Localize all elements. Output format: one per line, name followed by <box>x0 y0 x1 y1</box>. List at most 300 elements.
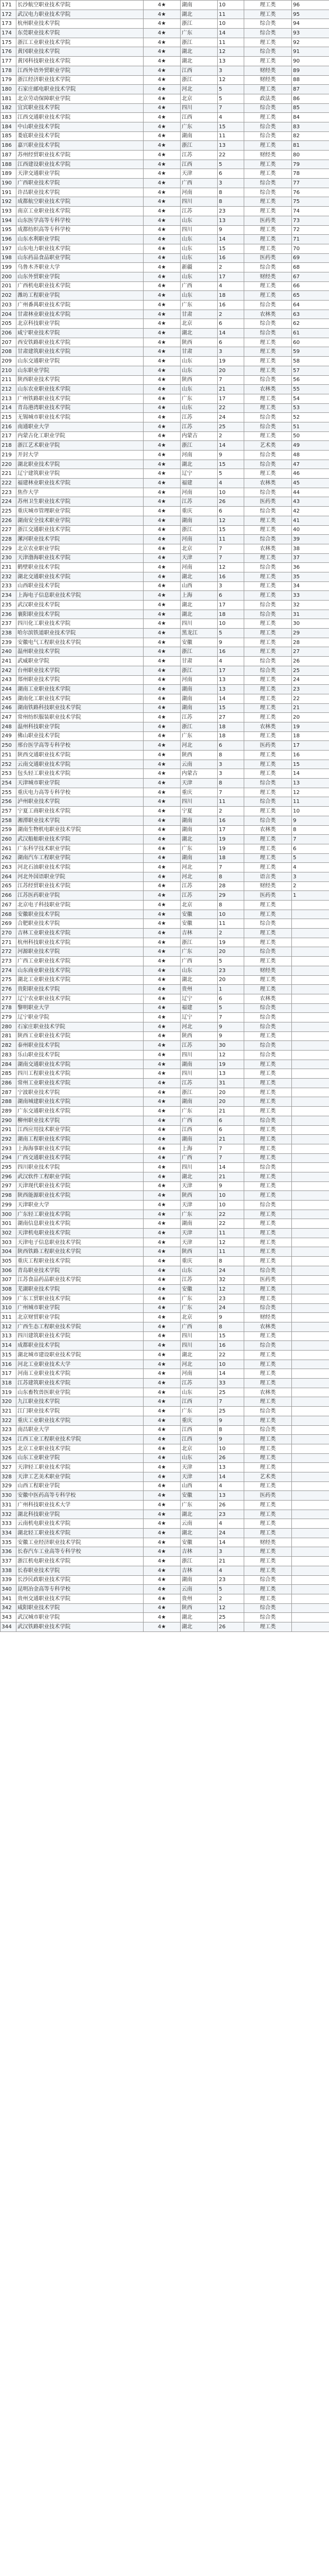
province-rank-cell: 12 <box>218 1603 244 1613</box>
rank-cell: 262 <box>1 853 16 863</box>
province-rank-cell: 23 <box>218 1575 244 1585</box>
province-cell: 山东 <box>181 1453 218 1463</box>
province-cell: 广东 <box>181 947 218 957</box>
province-rank-cell: 11 <box>218 535 244 544</box>
score-cell: 78 <box>292 169 329 179</box>
star-rating-cell: 4★ <box>144 394 181 403</box>
table-row <box>1 891 329 901</box>
province-cell: 广东 <box>181 1294 218 1303</box>
table-row <box>1 1444 329 1453</box>
school-type-cell: 综合类 <box>244 422 292 431</box>
score-cell <box>292 1022 329 1031</box>
table-row <box>1 1575 329 1585</box>
rank-cell: 199 <box>1 263 16 272</box>
star-rating-cell: 4★ <box>144 1069 181 1079</box>
score-cell: 36 <box>292 563 329 572</box>
star-rating-cell: 4★ <box>144 881 181 891</box>
table-row <box>1 451 329 460</box>
school-type-cell: 理工类 <box>244 1079 292 1088</box>
province-cell: 内蒙古 <box>181 431 218 441</box>
score-cell: 93 <box>292 29 329 38</box>
table-row <box>1 1125 329 1135</box>
rank-cell: 179 <box>1 75 16 85</box>
province-rank-cell: 14 <box>218 441 244 451</box>
province-rank-cell: 18 <box>218 853 244 863</box>
province-rank-cell: 21 <box>218 1135 244 1144</box>
school-type-cell: 综合类 <box>244 1051 292 1060</box>
rank-cell: 180 <box>1 85 16 94</box>
table-row <box>1 629 329 638</box>
star-rating-cell: 4★ <box>144 94 181 103</box>
province-cell: 江苏 <box>181 207 218 216</box>
rank-cell: 188 <box>1 160 16 169</box>
school-name-cell: 广东轻工职业技术学院 <box>16 1210 144 1219</box>
score-cell: 20 <box>292 713 329 722</box>
star-rating-cell: 4★ <box>144 385 181 394</box>
school-type-cell: 医药类 <box>244 253 292 263</box>
school-name-cell: 长春职业技术学院 <box>16 1566 144 1575</box>
rank-cell: 305 <box>1 1257 16 1266</box>
star-rating-cell: 4★ <box>144 1491 181 1501</box>
province-cell: 广东 <box>181 1303 218 1313</box>
school-name-cell: 陕西交通职业技术学院 <box>16 751 144 760</box>
province-rank-cell: 15 <box>218 460 244 469</box>
table-row <box>1 1022 329 1031</box>
table-row <box>1 825 329 835</box>
school-name-cell: 江苏食品药品职业技术学院 <box>16 1275 144 1285</box>
province-rank-cell: 9 <box>218 225 244 235</box>
school-name-cell: 许昌职业技术学院 <box>16 188 144 197</box>
score-cell: 62 <box>292 319 329 329</box>
school-name-cell: 浙江经济职业技术学院 <box>16 75 144 85</box>
school-type-cell: 理工类 <box>244 975 292 985</box>
province-rank-cell: 8 <box>218 751 244 760</box>
score-cell <box>292 1519 329 1529</box>
school-name-cell: 湖南化工职业技术学院 <box>16 694 144 703</box>
province-rank-cell: 9 <box>218 451 244 460</box>
rank-cell: 181 <box>1 94 16 103</box>
score-cell: 34 <box>292 581 329 591</box>
rank-cell: 227 <box>1 525 16 535</box>
table-row <box>1 1341 329 1351</box>
star-rating-cell: 4★ <box>144 1510 181 1519</box>
score-cell: 8 <box>292 825 329 835</box>
province-cell: 云南 <box>181 760 218 769</box>
star-rating-cell: 4★ <box>144 19 181 29</box>
table-row <box>1 666 329 675</box>
school-name-cell: 广州城市职业学院 <box>16 1303 144 1313</box>
star-rating-cell: 4★ <box>144 675 181 685</box>
school-name-cell: 河北石油职业技术学院 <box>16 863 144 872</box>
table-row <box>1 1 329 10</box>
school-type-cell: 农林类 <box>244 994 292 1003</box>
rank-cell: 259 <box>1 825 16 835</box>
score-cell <box>292 1510 329 1519</box>
school-type-cell: 理工类 <box>244 1229 292 1238</box>
province-rank-cell: 26 <box>218 1501 244 1510</box>
school-name-cell: 四川建筑职业技术学院 <box>16 1331 144 1341</box>
score-cell: 31 <box>292 610 329 619</box>
province-rank-cell: 5 <box>218 1003 244 1013</box>
score-cell: 72 <box>292 225 329 235</box>
star-rating-cell: 4★ <box>144 1622 181 1631</box>
rank-cell: 233 <box>1 581 16 591</box>
star-rating-cell: 4★ <box>144 197 181 207</box>
star-rating-cell: 4★ <box>144 1425 181 1435</box>
province-rank-cell: 14 <box>218 1472 244 1481</box>
table-row <box>1 657 329 666</box>
province-cell: 广东 <box>181 1107 218 1116</box>
province-cell: 黑龙江 <box>181 629 218 638</box>
province-cell: 陕西 <box>181 1031 218 1041</box>
province-cell: 湖南 <box>181 1060 218 1069</box>
school-name-cell: 昆明冶金高等专科学校 <box>16 1585 144 1594</box>
school-name-cell: 山东电力职业技术学院 <box>16 244 144 253</box>
rank-cell: 256 <box>1 797 16 807</box>
school-name-cell: 山东医学高等专科学校 <box>16 216 144 225</box>
score-cell: 6 <box>292 844 329 853</box>
score-cell <box>292 1397 329 1407</box>
rank-cell: 325 <box>1 1444 16 1453</box>
table-row <box>1 1594 329 1603</box>
province-cell: 北京 <box>181 94 218 103</box>
school-name-cell: 重庆城市管理职业学院 <box>16 507 144 516</box>
rank-cell: 317 <box>1 1369 16 1379</box>
school-type-cell: 综合类 <box>244 947 292 957</box>
province-cell: 江苏 <box>181 1275 218 1285</box>
score-cell: 50 <box>292 431 329 441</box>
school-type-cell: 综合类 <box>244 601 292 610</box>
school-type-cell: 财经类 <box>244 272 292 281</box>
school-type-cell: 理工类 <box>244 1566 292 1575</box>
table-row <box>1 844 329 853</box>
school-name-cell: 安徽职业技术学院 <box>16 910 144 919</box>
school-type-cell: 理工类 <box>244 713 292 722</box>
star-rating-cell: 4★ <box>144 797 181 807</box>
star-rating-cell: 4★ <box>144 1294 181 1303</box>
table-row <box>1 947 329 957</box>
province-rank-cell: 3 <box>218 1547 244 1557</box>
table-row <box>1 525 329 535</box>
school-name-cell: 黎明职业大学 <box>16 1003 144 1013</box>
province-cell: 江西 <box>181 1435 218 1444</box>
table-row <box>1 413 329 422</box>
star-rating-cell: 4★ <box>144 619 181 629</box>
province-cell: 湖北 <box>181 57 218 66</box>
table-row <box>1 1144 329 1153</box>
star-rating-cell: 4★ <box>144 1079 181 1088</box>
school-name-cell: 广西职业技术学院 <box>16 179 144 188</box>
rank-cell: 206 <box>1 329 16 338</box>
province-rank-cell: 4 <box>218 479 244 488</box>
school-name-cell: 山东工业职业学院 <box>16 1453 144 1463</box>
province-cell: 天津 <box>181 1472 218 1481</box>
rank-cell: 240 <box>1 647 16 657</box>
school-name-cell: 河北外国语职业学院 <box>16 872 144 881</box>
province-rank-cell: 8 <box>218 197 244 207</box>
school-name-cell: 湖北工业职业技术学院 <box>16 975 144 985</box>
rank-cell: 193 <box>1 207 16 216</box>
score-cell <box>292 1144 329 1153</box>
province-rank-cell: 6 <box>218 741 244 751</box>
province-rank-cell: 24 <box>218 1303 244 1313</box>
score-cell: 40 <box>292 525 329 535</box>
rank-cell: 173 <box>1 19 16 29</box>
table-row <box>1 1538 329 1547</box>
rank-cell: 251 <box>1 751 16 760</box>
school-name-cell: 天津渤海职业技术学院 <box>16 553 144 563</box>
score-cell: 48 <box>292 451 329 460</box>
school-name-cell: 广西工业职业技术学院 <box>16 957 144 966</box>
table-row <box>1 225 329 235</box>
rank-cell: 200 <box>1 272 16 281</box>
score-cell: 42 <box>292 507 329 516</box>
rank-cell: 307 <box>1 1275 16 1285</box>
school-type-cell: 综合类 <box>244 375 292 385</box>
score-cell <box>292 1388 329 1397</box>
star-rating-cell: 4★ <box>144 291 181 301</box>
score-cell <box>292 1444 329 1453</box>
table-row <box>1 301 329 310</box>
star-rating-cell: 4★ <box>144 1416 181 1425</box>
province-rank-cell: 16 <box>218 301 244 310</box>
province-rank-cell: 13 <box>218 141 244 151</box>
province-cell: 吉林 <box>181 1547 218 1557</box>
school-type-cell: 理工类 <box>244 1238 292 1247</box>
province-cell: 湖北 <box>181 572 218 581</box>
rank-cell: 330 <box>1 1491 16 1501</box>
star-rating-cell: 4★ <box>144 469 181 479</box>
school-type-cell: 综合类 <box>244 816 292 825</box>
rank-cell: 234 <box>1 591 16 601</box>
province-rank-cell: 12 <box>218 1285 244 1294</box>
province-cell: 山东 <box>181 966 218 975</box>
star-rating-cell: 4★ <box>144 460 181 469</box>
school-type-cell: 理工类 <box>244 1557 292 1566</box>
rank-cell: 316 <box>1 1360 16 1369</box>
table-row <box>1 1388 329 1397</box>
star-rating-cell: 4★ <box>144 1051 181 1060</box>
province-rank-cell: 6 <box>218 507 244 516</box>
rank-cell: 204 <box>1 310 16 319</box>
score-cell <box>292 1041 329 1051</box>
school-name-cell: 黄冈职业技术学院 <box>16 47 144 57</box>
school-name-cell: 福建林业职业技术学院 <box>16 479 144 488</box>
score-cell <box>292 1201 329 1210</box>
school-type-cell: 理工类 <box>244 1463 292 1472</box>
school-name-cell: 浙江艺术职业学院 <box>16 441 144 451</box>
rank-cell: 272 <box>1 947 16 957</box>
school-type-cell: 财经类 <box>244 75 292 85</box>
school-name-cell: 潍坊工程职业学院 <box>16 291 144 301</box>
star-rating-cell: 4★ <box>144 760 181 769</box>
rank-cell: 315 <box>1 1351 16 1360</box>
score-cell <box>292 1069 329 1079</box>
province-cell: 云南 <box>181 1585 218 1594</box>
school-name-cell: 湖南铁路科技职业技术学院 <box>16 703 144 713</box>
rank-cell: 198 <box>1 253 16 263</box>
score-cell: 15 <box>292 760 329 769</box>
province-cell: 吉林 <box>181 1566 218 1575</box>
province-rank-cell: 9 <box>218 638 244 647</box>
school-type-cell: 理工类 <box>244 581 292 591</box>
province-cell: 重庆 <box>181 507 218 516</box>
rank-cell: 231 <box>1 563 16 572</box>
rank-cell: 290 <box>1 1116 16 1125</box>
province-rank-cell: 9 <box>218 1022 244 1031</box>
score-cell: 39 <box>292 535 329 544</box>
table-row <box>1 469 329 479</box>
star-rating-cell: 4★ <box>144 272 181 281</box>
rank-cell: 344 <box>1 1622 16 1631</box>
province-rank-cell: 14 <box>218 1538 244 1547</box>
score-cell <box>292 1472 329 1481</box>
school-type-cell: 综合类 <box>244 131 292 141</box>
province-rank-cell: 8 <box>218 779 244 788</box>
school-name-cell: 山西工程职业学院 <box>16 1481 144 1491</box>
star-rating-cell: 4★ <box>144 601 181 610</box>
province-cell: 江苏 <box>181 497 218 507</box>
school-type-cell: 综合类 <box>244 1341 292 1351</box>
school-type-cell: 理工类 <box>244 1510 292 1519</box>
rank-cell: 254 <box>1 779 16 788</box>
province-rank-cell: 7 <box>218 1153 244 1163</box>
school-type-cell: 理工类 <box>244 1 292 10</box>
province-cell: 湖南 <box>181 516 218 525</box>
province-cell: 重庆 <box>181 1416 218 1425</box>
rank-cell: 295 <box>1 1163 16 1172</box>
table-row <box>1 638 329 647</box>
table-row <box>1 441 329 451</box>
score-cell <box>292 1566 329 1575</box>
score-cell <box>292 1585 329 1594</box>
rank-cell: 277 <box>1 994 16 1003</box>
score-cell <box>292 1107 329 1116</box>
province-rank-cell: 25 <box>218 1388 244 1397</box>
province-cell: 陕西 <box>181 751 218 760</box>
province-rank-cell: 10 <box>218 1 244 10</box>
province-rank-cell: 2 <box>218 431 244 441</box>
table-row <box>1 1191 329 1201</box>
school-name-cell: 漯河职业技术学院 <box>16 535 144 544</box>
school-name-cell: 泰州职业技术学院 <box>16 1041 144 1051</box>
school-type-cell: 理工类 <box>244 141 292 151</box>
school-name-cell: 湖北轻工职业技术学院 <box>16 1529 144 1538</box>
school-type-cell: 理工类 <box>244 675 292 685</box>
school-name-cell: 常州工业职业技术学院 <box>16 1079 144 1088</box>
province-rank-cell: 3 <box>218 760 244 769</box>
star-rating-cell: 4★ <box>144 375 181 385</box>
school-name-cell: 中山职业技术学院 <box>16 122 144 131</box>
rank-cell: 177 <box>1 57 16 66</box>
rank-cell: 280 <box>1 1022 16 1031</box>
table-row <box>1 957 329 966</box>
province-rank-cell: 8 <box>218 872 244 881</box>
school-name-cell: 辽宁农业职业技术学院 <box>16 994 144 1003</box>
score-cell: 82 <box>292 131 329 141</box>
star-rating-cell: 4★ <box>144 844 181 853</box>
province-rank-cell: 19 <box>218 938 244 947</box>
rank-cell: 222 <box>1 479 16 488</box>
province-cell: 北京 <box>181 1444 218 1453</box>
star-rating-cell: 4★ <box>144 525 181 535</box>
star-rating-cell: 4★ <box>144 319 181 329</box>
star-rating-cell: 4★ <box>144 179 181 188</box>
school-name-cell: 襄阳职业技术学院 <box>16 610 144 619</box>
table-row <box>1 403 329 413</box>
school-name-cell: 湖南交通职业技术学院 <box>16 1060 144 1069</box>
score-cell <box>292 1097 329 1107</box>
rank-cell: 342 <box>1 1603 16 1613</box>
score-cell <box>292 1603 329 1613</box>
school-name-cell: 咸阳职业技术学院 <box>16 1603 144 1613</box>
school-type-cell: 综合类 <box>244 1425 292 1435</box>
province-cell: 广东 <box>181 731 218 741</box>
table-row <box>1 75 329 85</box>
province-cell: 广东 <box>181 122 218 131</box>
score-cell: 87 <box>292 85 329 94</box>
school-type-cell: 综合类 <box>244 1003 292 1013</box>
score-cell <box>292 1435 329 1444</box>
table-row <box>1 1622 329 1631</box>
province-rank-cell: 10 <box>218 910 244 919</box>
school-name-cell: 山东水利职业学院 <box>16 235 144 244</box>
school-type-cell: 综合类 <box>244 1407 292 1416</box>
province-cell: 陕西 <box>181 1191 218 1201</box>
table-row <box>1 1453 329 1463</box>
province-rank-cell: 7 <box>218 1013 244 1022</box>
province-rank-cell: 7 <box>218 375 244 385</box>
star-rating-cell: 4★ <box>144 188 181 197</box>
school-name-cell: 江西交通职业技术学院 <box>16 113 144 122</box>
province-cell: 安徽 <box>181 910 218 919</box>
school-type-cell: 理工类 <box>244 1153 292 1163</box>
province-cell: 北京 <box>181 544 218 553</box>
province-rank-cell: 14 <box>218 29 244 38</box>
province-cell: 河南 <box>181 188 218 197</box>
province-rank-cell: 4 <box>218 1481 244 1491</box>
school-type-cell: 理工类 <box>244 751 292 760</box>
school-name-cell: 吉林工业职业技术学院 <box>16 929 144 938</box>
province-rank-cell: 11 <box>218 919 244 929</box>
table-row <box>1 835 329 844</box>
province-cell: 湖北 <box>181 975 218 985</box>
school-type-cell: 理工类 <box>244 1622 292 1631</box>
province-cell: 湖南 <box>181 131 218 141</box>
table-row <box>1 1613 329 1622</box>
school-type-cell: 综合类 <box>244 1266 292 1275</box>
star-rating-cell: 4★ <box>144 1501 181 1510</box>
province-cell: 浙江 <box>181 75 218 85</box>
score-cell <box>292 947 329 957</box>
province-cell: 天津 <box>181 1229 218 1238</box>
star-rating-cell: 4★ <box>144 244 181 253</box>
score-cell <box>292 1529 329 1538</box>
school-type-cell: 综合类 <box>244 413 292 422</box>
province-rank-cell: 13 <box>218 1463 244 1472</box>
province-cell: 浙江 <box>181 722 218 731</box>
rank-cell: 322 <box>1 1416 16 1425</box>
school-name-cell: 北京财贸职业学院 <box>16 1313 144 1322</box>
table-row <box>1 1547 329 1557</box>
province-rank-cell: 21 <box>218 1557 244 1566</box>
school-name-cell: 焦作大学 <box>16 488 144 497</box>
school-name-cell: 安徽电气工程职业技术学院 <box>16 638 144 647</box>
rank-cell: 275 <box>1 975 16 985</box>
score-cell: 89 <box>292 66 329 75</box>
province-cell: 湖北 <box>181 610 218 619</box>
rank-cell: 327 <box>1 1463 16 1472</box>
